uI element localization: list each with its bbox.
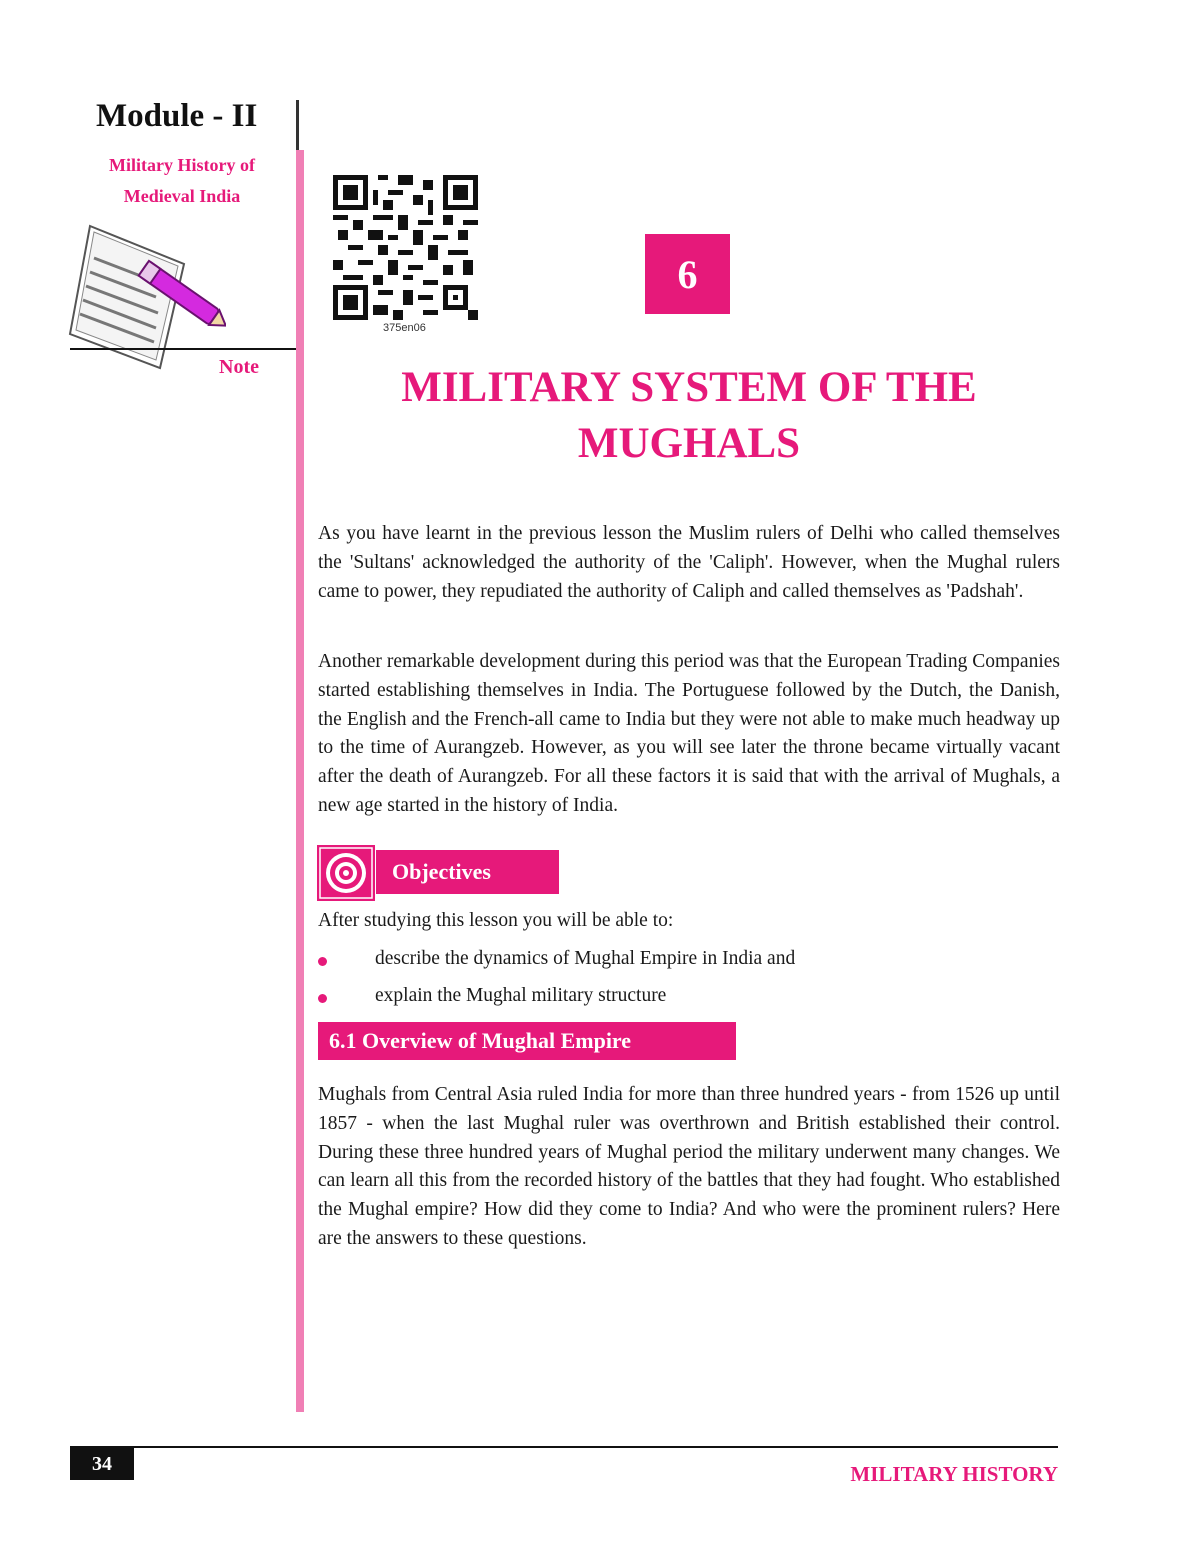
bullet-icon bbox=[318, 957, 327, 966]
module-subtitle bbox=[92, 150, 272, 212]
bullet-icon bbox=[318, 994, 327, 1003]
section-heading: 6.1 Overview of Mughal Empire bbox=[318, 1022, 736, 1060]
objectives-target-icon bbox=[316, 844, 376, 902]
chapter-title-line2: MUGHALS bbox=[577, 420, 801, 467]
objectives-intro: After studying this lesson you will be able to: bbox=[318, 910, 674, 931]
footer-book-title: MILITARY HISTORY bbox=[850, 1462, 1058, 1486]
module-title: Module - II bbox=[96, 98, 258, 134]
module-subtitle-line1: Military History of bbox=[109, 155, 255, 175]
page-number: 34 bbox=[70, 1448, 134, 1480]
intro-paragraph-1: As you have learnt in the previous lesson the Muslim rulers of Delhi who called themselves the 'Sultans' acknowledged the authority of the 'Caliph'. However, when the Mughal rulers came to power, they repudiated the authority of Caliph and called themselves as 'Padshah'. bbox=[318, 523, 1060, 602]
sidebar-divider bbox=[70, 348, 296, 350]
section-paragraph: Mughals from Central Asia ruled India for more than three hundred years - from 1526 up until 1857 - when the last Mughal ruler was overthrown and British established their control. During these three hundred years of Mughal period the military underwent many changes. We can learn all this from the recorded history of the battles that they had fought. Who established the Mughal empire? How did they come to India? And who were the prominent rulers? Here are the answers to these questions. bbox=[318, 1084, 1060, 1249]
objectives-heading: Objectives bbox=[376, 850, 559, 894]
intro-paragraph-2: Another remarkable development during this period was that the European Trading Companies started establishing themselves in India. The Portuguese followed by the Dutch, the Danish, the English and the French-all came to India but they were not able to make much headway up to the time of Aurangzeb. However, as you will see later the throne became virtually vacant after the death of Aurangzeb. For all these factors it is said that with the arrival of Mughals, a new age started in the history of India. bbox=[318, 651, 1060, 816]
objective-item-text: describe the dynamics of Mughal Empire in India and bbox=[375, 948, 796, 969]
chapter-title-line1: MILITARY SYSTEM OF THE bbox=[401, 364, 977, 411]
chapter-number: 6 bbox=[645, 234, 730, 314]
qr-code bbox=[333, 175, 478, 320]
note-label: Note bbox=[219, 356, 259, 378]
chapter-title bbox=[318, 360, 1060, 472]
qr-caption: 375en06 bbox=[383, 322, 426, 334]
module-subtitle-line2: Medieval India bbox=[123, 186, 241, 206]
objective-item-text: explain the Mughal military structure bbox=[375, 985, 667, 1006]
footer-divider bbox=[70, 1446, 1058, 1448]
margin-line-pink bbox=[296, 150, 304, 1412]
